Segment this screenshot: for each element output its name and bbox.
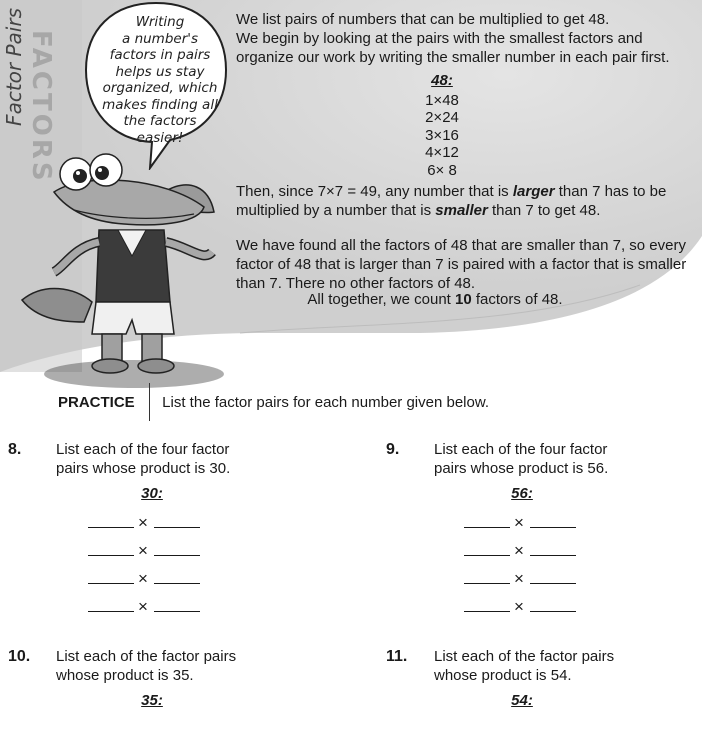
conclusion-paragraph: We have found all the factors of 48 that are smaller than 7, so every factor of 48 that is larger than 7 is paired with a factor that is smaller than 7. There no other factors of 48. <box>236 237 687 292</box>
intro-paragraph <box>236 10 696 67</box>
practice-label: PRACTICE <box>58 393 135 411</box>
practice-header <box>58 384 489 420</box>
factor-pair: 2×24 <box>425 109 459 126</box>
problem-heading: 54: <box>511 692 533 709</box>
reasoning-paragraph <box>236 182 696 220</box>
factor-pair-blank <box>464 596 584 614</box>
problem-heading: 30: <box>141 485 163 502</box>
problem-text: List each of the four factor pairs whose product is 30. <box>56 441 231 477</box>
factor-pair-blank <box>88 568 208 586</box>
problem-text: List each of the four factor pairs whose product is 56. <box>434 441 609 477</box>
times-sign: × <box>138 597 148 616</box>
answer-blank[interactable] <box>530 527 576 528</box>
answer-blank[interactable] <box>88 555 134 556</box>
intro-line-3: organize our work by writing the smaller number in each pair first. <box>236 49 670 66</box>
divider <box>149 383 151 421</box>
sidebar-title: FACTORS <box>26 30 56 184</box>
intro-line-1: We list pairs of numbers that can be multiplied to get 48. <box>236 11 610 28</box>
answer-blank[interactable] <box>154 527 200 528</box>
problem-text: List each of the factor pairs whose product is 35. <box>56 648 237 684</box>
bubble-text: Writing a number's factors in pairs helps us stay organized, which makes finding all the factors easier! <box>102 14 218 146</box>
problem-9 <box>386 440 696 640</box>
total-count-line <box>240 290 630 309</box>
intro-line-2: We begin by looking at the pairs with the smallest factors and <box>236 30 643 47</box>
factor-pair-blank <box>88 512 208 530</box>
answer-blank[interactable] <box>154 583 200 584</box>
p2-text-b: than 7 has to be multiplied by a number that is <box>236 183 667 219</box>
list-heading: 48: <box>431 72 453 89</box>
answer-blank[interactable] <box>88 583 134 584</box>
answer-blank[interactable] <box>530 555 576 556</box>
factor-pair-blank <box>88 596 208 614</box>
factor-pair: 6× 8 <box>427 161 457 179</box>
times-sign: × <box>138 541 148 560</box>
answer-blank[interactable] <box>464 555 510 556</box>
smaller-emphasis: smaller <box>435 202 488 219</box>
problem-text: List each of the factor pairs whose product is 54. <box>434 648 615 684</box>
crocodile-mascot-icon <box>14 152 254 392</box>
factor-pair: 3×16 <box>425 126 459 144</box>
answer-blank[interactable] <box>464 527 510 528</box>
answer-blank[interactable] <box>464 583 510 584</box>
times-sign: × <box>138 569 148 588</box>
answer-blank[interactable] <box>88 611 134 612</box>
answer-blank[interactable] <box>530 583 576 584</box>
factor-pair-blank <box>88 540 208 558</box>
problem-heading: 35: <box>141 692 163 709</box>
times-sign: × <box>138 513 148 532</box>
sidebar-subtitle: Factor Pairs <box>2 8 26 126</box>
answer-blank[interactable] <box>154 611 200 612</box>
answer-blank[interactable] <box>464 611 510 612</box>
p4-text-a: All together, we count <box>307 291 455 308</box>
p2-text-a: Then, since 7×7 = 49, any number that is <box>236 183 513 200</box>
factor-count: 10 <box>455 291 472 308</box>
practice-instruction: List the factor pairs for each number given below. <box>162 393 490 411</box>
times-sign: × <box>514 569 524 588</box>
problem-heading: 56: <box>511 485 533 502</box>
times-sign: × <box>514 513 524 532</box>
p2-text-c: than 7 to get 48. <box>487 202 601 219</box>
answer-blank[interactable] <box>154 555 200 556</box>
times-sign: × <box>514 541 524 560</box>
factor-pairs-of-48 <box>420 72 464 179</box>
factor-pair-blank <box>464 540 584 558</box>
answer-blank[interactable] <box>530 611 576 612</box>
problem-number: 9. <box>386 441 400 458</box>
problem-8 <box>8 440 338 640</box>
problem-number: 8. <box>8 441 22 458</box>
factor-pair-blank <box>464 568 584 586</box>
factor-pair: 4×12 <box>425 144 459 161</box>
larger-emphasis: larger <box>512 183 555 200</box>
factor-pair: 1×48 <box>425 91 459 109</box>
problem-10 <box>8 647 338 747</box>
problem-number: 10. <box>8 648 31 665</box>
p4-text-b: factors of 48. <box>471 291 563 308</box>
answer-blank[interactable] <box>88 527 134 528</box>
problem-11 <box>386 647 696 747</box>
problem-number: 11. <box>386 648 408 665</box>
factor-pair-blank <box>464 512 584 530</box>
times-sign: × <box>514 597 524 616</box>
